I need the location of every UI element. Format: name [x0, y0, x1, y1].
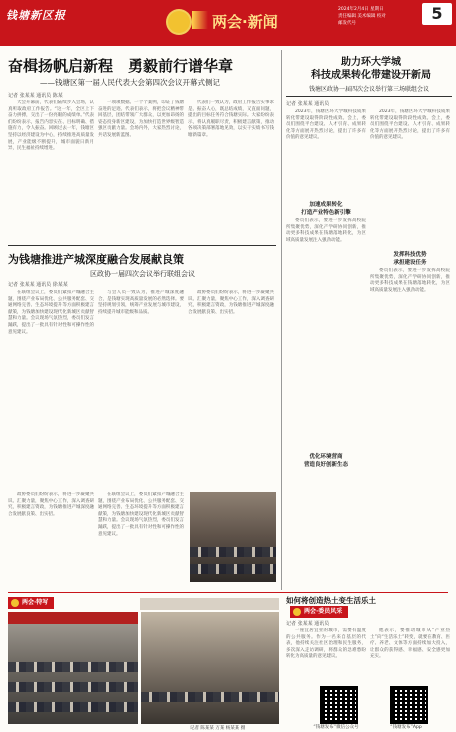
story3-byline: 记者 张某某 通讯员 徐某某	[8, 282, 68, 288]
story2-subhead-1: 加速成果转化 打造产业特色新引擎	[301, 202, 351, 216]
section-tag-feature: 两会·特写	[8, 597, 54, 609]
feature-column-2: 他表示，要推动城市从“产业热土”向“生活乐土”转变，就要在教育、医疗、养老、文体等方面持续加大投入，让群众的获得感、幸福感、安全感更加充实。	[370, 628, 450, 660]
feature-top-rule	[8, 592, 448, 593]
feature-byline: 记者 张某某 通讯员	[286, 621, 330, 627]
story2-subhead-3: 发挥科技优势 承担建设任务	[393, 252, 427, 266]
story3-top-rule	[8, 245, 276, 246]
feature-headline: 如何将创造热土变生活乐土	[286, 596, 376, 605]
story2-headline: 助力环大学城 科技成果转化带建设开新局	[311, 57, 431, 81]
section-title: 两会·新闻	[212, 13, 278, 31]
story3-column-2: 与会人员一致认为，推进产城深度融合，是钱塘实现高质量发展的必然选择。要坚持规划引领，统筹产业发展与城市建设，持续提升城市能级和品质。	[98, 290, 184, 315]
page-number: 5	[422, 3, 452, 25]
story2-subhead-2: 优化环境营商 营造良好创新生态	[303, 454, 348, 468]
story3-column-3: 政协委员们纷纷表示，将进一步凝聚共识、汇聚力量，聚焦中心工作，深入调查研究，积极建言资政，为钱塘推进产城深度融合发展献良策、出实招。	[188, 290, 274, 315]
story2-rule	[286, 96, 452, 97]
story2-column-3: 2023年，钱塘区环大学城科技成果转化带建设取得阶段性成效。会上，委员们围绕平台建设、人才引育、成果转化等方面展开热烈讨论，提出了许多有价值的意见建议。	[370, 109, 450, 141]
story3-column-5: 在联组会议上，委员们紧扣产城融合主题，围绕产业布局优化、公共服务配套、交通网络完善、生态环境提升等方面积极建言献策，为钱塘加快建设现代化新城区贡献智慧和力量。会议现场气氛热烈，委员们发言踊跃，提出了一批具有针对性和可操作性的意见建议。	[98, 492, 184, 537]
story3-subheadline: 区政协一届四次会议举行联组会议	[90, 270, 195, 278]
column-divider	[281, 50, 282, 590]
flags-icon	[192, 11, 208, 29]
wechat-qr-code	[320, 686, 358, 724]
issue-meta: 2024年2月4日 星期日 责任编辑 美术编辑 校对 邮发代号	[338, 7, 386, 26]
delegates-discussion-photo	[141, 612, 279, 724]
forum-meeting-photo	[190, 492, 276, 582]
lead-column-1: 大会开幕前，代表们陆续步入会场，认真听取政府工作报告。“这一年，全区上下奋力拼搏，交出了一份亮眼的成绩单。”代表们纷纷表示，报告内容实在、目标明确、措施有力，令人振奋。回顾过去一年，钱塘区坚持以经济建设为中心，持续推进高质量发展，产业能级不断提升，城市面貌日新月异，民生福祉持续增进。	[8, 100, 94, 152]
newspaper-brand: 钱塘新区报	[6, 9, 66, 22]
story3-headline: 为钱塘推进产城深度融合发展献良策	[8, 253, 184, 266]
feature-column-1: 一座宜居宜业的城市，需要有温度的公共服务。作为一名来自基层的代表，他持续关注社区治理和民生服务，多次深入走访调研，将群众的急难愁盼转化为高质量的意见建议。	[286, 628, 366, 660]
photo-credit: 记者 陈某某 万某 杨某某 摄	[190, 726, 246, 731]
lead-column-2: 一项项数据、一个个案例，印证了钱塘奋进的足迹。代表们表示，将把会议精神带回基层，团结带领广大群众，以更加昂扬的姿态投身新区建设，为加快打造世界级智造强区贡献力量。会场内外，大家热烈讨论，共话发展新蓝图。	[98, 100, 184, 138]
story2-column-2: 委员们表示，要进一步发挥高校院所集聚优势，深化产学研协同创新，推动更多科技成果在钱塘落地转化，为区域高质量发展注入强劲动能。	[286, 218, 366, 243]
delegates-review-photo	[140, 598, 279, 610]
app-qr-label: “钱塘发布”App	[390, 725, 422, 730]
story2-byline: 记者 张某某 通讯员	[286, 101, 330, 107]
story2-subheadline: 钱塘区政协一届四次会议举行第三场联组会议	[308, 86, 429, 93]
masthead	[0, 0, 456, 46]
national-emblem-icon	[166, 9, 192, 35]
story2-column-4: 委员们表示，要进一步发挥高校院所集聚优势，深化产学研协同创新，推动更多科技成果在钱塘落地转化，为区域高质量发展注入强劲动能。	[370, 268, 450, 293]
section-tag-profile: 两会·委员风采	[290, 606, 348, 618]
lead-byline: 记者 张某某 通讯员 陈某	[8, 93, 63, 99]
story2-column-1: 2023年，钱塘区环大学城科技成果转化带建设取得阶段性成效。会上，委员们围绕平台建设、人才引育、成果转化等方面展开热烈讨论，提出了许多有价值的意见建议。	[286, 109, 366, 141]
lead-headline: 奋楫扬帆启新程 勇毅前行谱华章	[8, 57, 234, 75]
story3-column-1: 在联组会议上，委员们紧扣产城融合主题，围绕产业布局优化、公共服务配套、交通网络完善、生态环境提升等方面积极建言献策，为钱塘加快建设现代化新城区贡献智慧和力量。会议现场气氛热烈，委员们发言踊跃，提出了一批具有针对性和可操作性的意见建议。	[8, 290, 94, 335]
story3-column-4: 政协委员们纷纷表示，将进一步凝聚共识、汇聚力量，聚焦中心工作，深入调查研究，积极建言资政，为钱塘推进产城深度融合发展献良策、出实招。	[8, 492, 94, 517]
lead-subheadline: ——钱塘区第一届人民代表大会第四次会议开幕式侧记	[40, 78, 220, 87]
plenary-session-photo	[8, 612, 138, 724]
app-qr-code	[390, 686, 428, 724]
lead-column-3: 代表们一致认为，政府工作报告实事求是、振奋人心，既总结成绩，又直面问题，提出的目标任务符合钱塘实际。大家纷纷表示，将认真履职尽责，积极建言献策，推动各项决策部署落地见效，以实干实绩书写钱塘新篇章。	[188, 100, 274, 138]
wechat-qr-label: “钱塘发布”微信公众号	[313, 725, 359, 730]
